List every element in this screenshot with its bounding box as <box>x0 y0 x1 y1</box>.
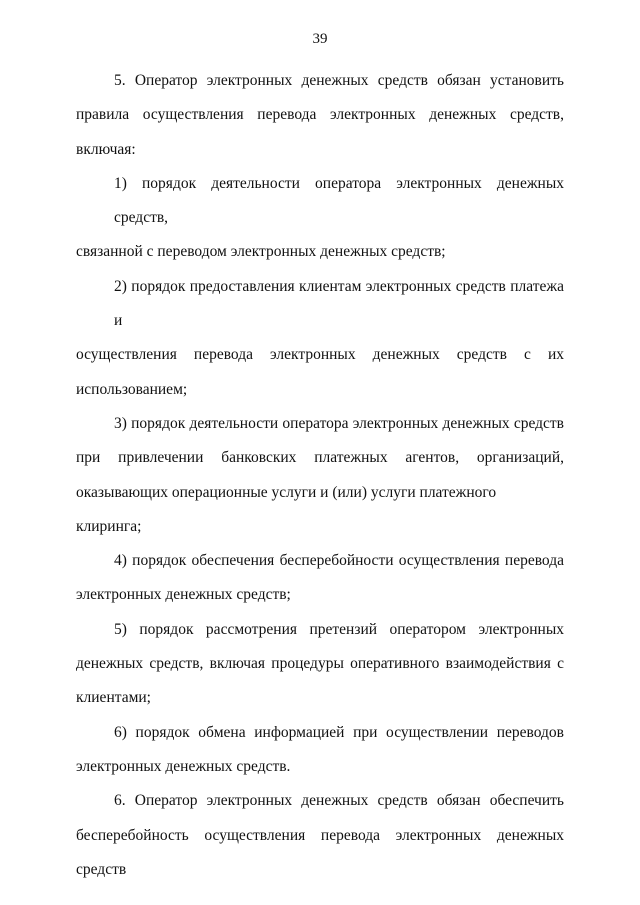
paragraph-6-line-2: бесперебойность осуществления перевода электронных денежных средств <box>76 826 564 878</box>
paragraph-5-line-2: правила осуществления перевода электронных денежных средств, <box>76 106 564 124</box>
list-item-5-line-1: 5) порядок рассмотрения претензий оператором электронных <box>114 620 564 638</box>
list-item-1 <box>76 167 564 270</box>
paragraph-6 <box>76 784 564 887</box>
list-item-5 <box>76 613 564 716</box>
list-item-4-line-2: электронных денежных средств; <box>76 586 291 604</box>
paragraph-5-line-3: включая: <box>76 140 136 158</box>
list-item-2 <box>76 270 564 407</box>
list-item-2-line-3: использованием; <box>76 380 188 398</box>
page-number: 39 <box>312 31 328 47</box>
document-body <box>76 64 564 887</box>
list-item-3 <box>76 407 564 544</box>
list-item-5-line-2: денежных средств, включая процедуры оперативного взаимодействия с <box>76 655 564 673</box>
list-item-3-line-2: при привлечении банковских платежных агентов, организаций, <box>76 449 564 467</box>
list-item-3-line-3: оказывающих операционные услуги и (или) услуги платежного клиринга; <box>76 483 497 535</box>
list-item-6-line-1: 6) порядок обмена информацией при осуществлении переводов <box>114 723 564 741</box>
paragraph-5-line-1: 5. Оператор электронных денежных средств обязан установить <box>114 72 564 89</box>
list-item-2-line-1: 2) порядок предоставления клиентам электронных средств платежа и <box>114 277 564 330</box>
list-item-3-line-1: 3) порядок деятельности оператора электронных денежных средств <box>114 414 564 432</box>
list-item-6-line-2: электронных денежных средств. <box>76 757 291 775</box>
list-item-1-line-2: связанной с переводом электронных денежных средств; <box>76 243 446 261</box>
list-item-4-line-1: 4) порядок обеспечения бесперебойности осуществления перевода <box>114 552 564 570</box>
list-item-4 <box>76 544 564 613</box>
paragraph-5 <box>76 64 564 167</box>
list-item-5-line-3: клиентами; <box>76 689 151 707</box>
paragraph-6-line-1: 6. Оператор электронных денежных средств обязан обеспечить <box>114 792 564 810</box>
list-item-2-line-2: осуществления перевода электронных денежных средств с их <box>76 346 564 364</box>
list-item-1-line-1: 1) порядок деятельности оператора электронных денежных средств, <box>114 174 564 227</box>
list-item-6 <box>76 716 564 785</box>
